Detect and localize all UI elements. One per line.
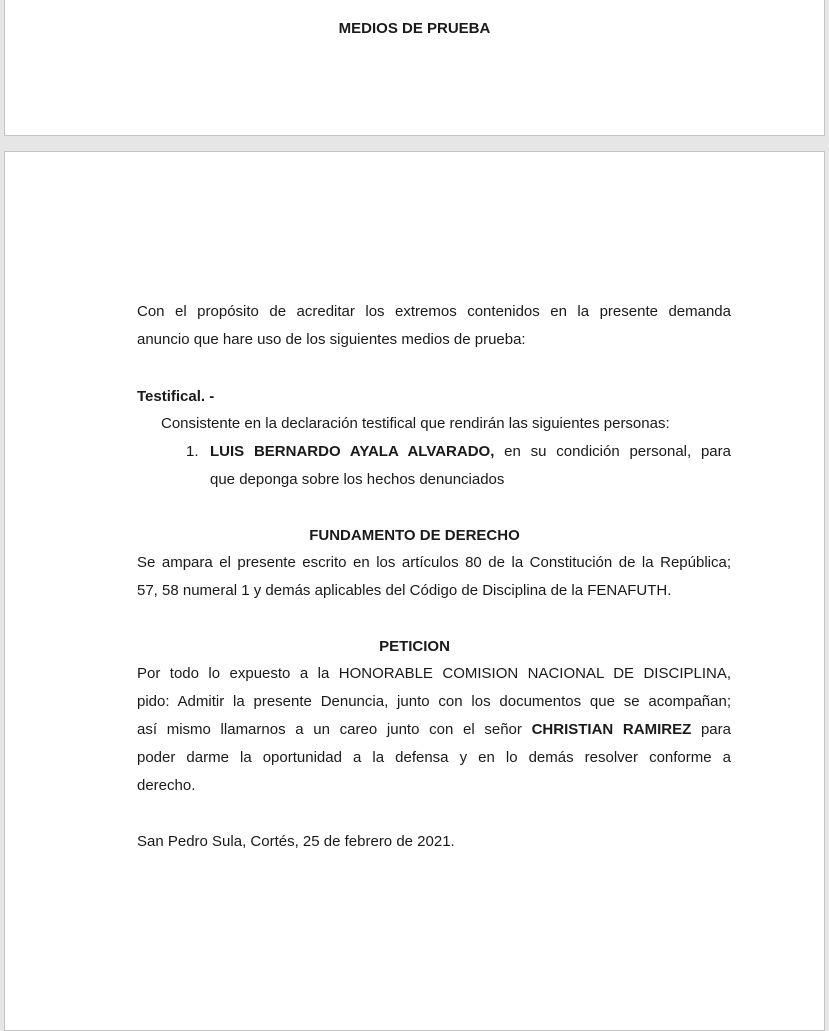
fundamento-line-1: Se ampara el presente escrito en los artículos 80 de la Constitución de la República;	[137, 554, 731, 571]
peticion-line-5: derecho.	[137, 777, 196, 794]
section-heading-fundamento: FUNDAMENTO DE DERECHO	[309, 527, 520, 544]
peticion-person-name: CHRISTIAN RAMIREZ	[531, 721, 692, 738]
section-heading-peticion: PETICION	[379, 638, 450, 655]
intro-line-2: anuncio que hare uso de los siguientes medios de prueba:	[137, 331, 526, 348]
intro-line-1: Con el propósito de acreditar los extremos contenidos en la presente demanda	[137, 303, 731, 320]
testifical-heading: Testifical. -	[137, 388, 215, 405]
witness-name: LUIS BERNARDO AYALA ALVARADO,	[210, 443, 495, 460]
document-page-top	[4, 0, 825, 136]
document-page-main	[4, 151, 825, 1031]
witness-condition: en su condición personal, para	[494, 443, 731, 460]
peticion-line-1: Por todo lo expuesto a la HONORABLE COMISION NACIONAL DE DISCIPLINA,	[137, 665, 731, 682]
peticion-line-2: pido: Admitir la presente Denuncia, junto con los documentos que se acompañan;	[137, 693, 731, 710]
peticion-line-3	[137, 716, 731, 744]
list-item-witness	[210, 438, 731, 494]
fundamento-paragraph	[137, 549, 731, 605]
peticion-line-3-before: así mismo llamarnos a un careo junto con el señor	[137, 721, 532, 738]
list-item-line-1	[210, 438, 731, 466]
testifical-description: Consistente en la declaración testifical que rendirán las siguientes personas:	[161, 415, 670, 432]
peticion-paragraph	[137, 660, 731, 800]
intro-paragraph	[137, 298, 731, 354]
peticion-line-4: poder darme la oportunidad a la defensa y en lo demás resolver conforme a	[137, 749, 731, 766]
fundamento-line-2: 57, 58 numeral 1 y demás aplicables del Código de Disciplina de la FENAFUTH.	[137, 582, 672, 599]
list-item-line-2: que deponga sobre los hechos denunciados	[210, 471, 505, 488]
list-item-number: 1.	[186, 443, 199, 460]
section-heading-medios-de-prueba: MEDIOS DE PRUEBA	[338, 20, 491, 37]
closing-place-date: San Pedro Sula, Cortés, 25 de febrero de 2021.	[137, 833, 455, 850]
peticion-line-3-after: para	[691, 721, 731, 738]
